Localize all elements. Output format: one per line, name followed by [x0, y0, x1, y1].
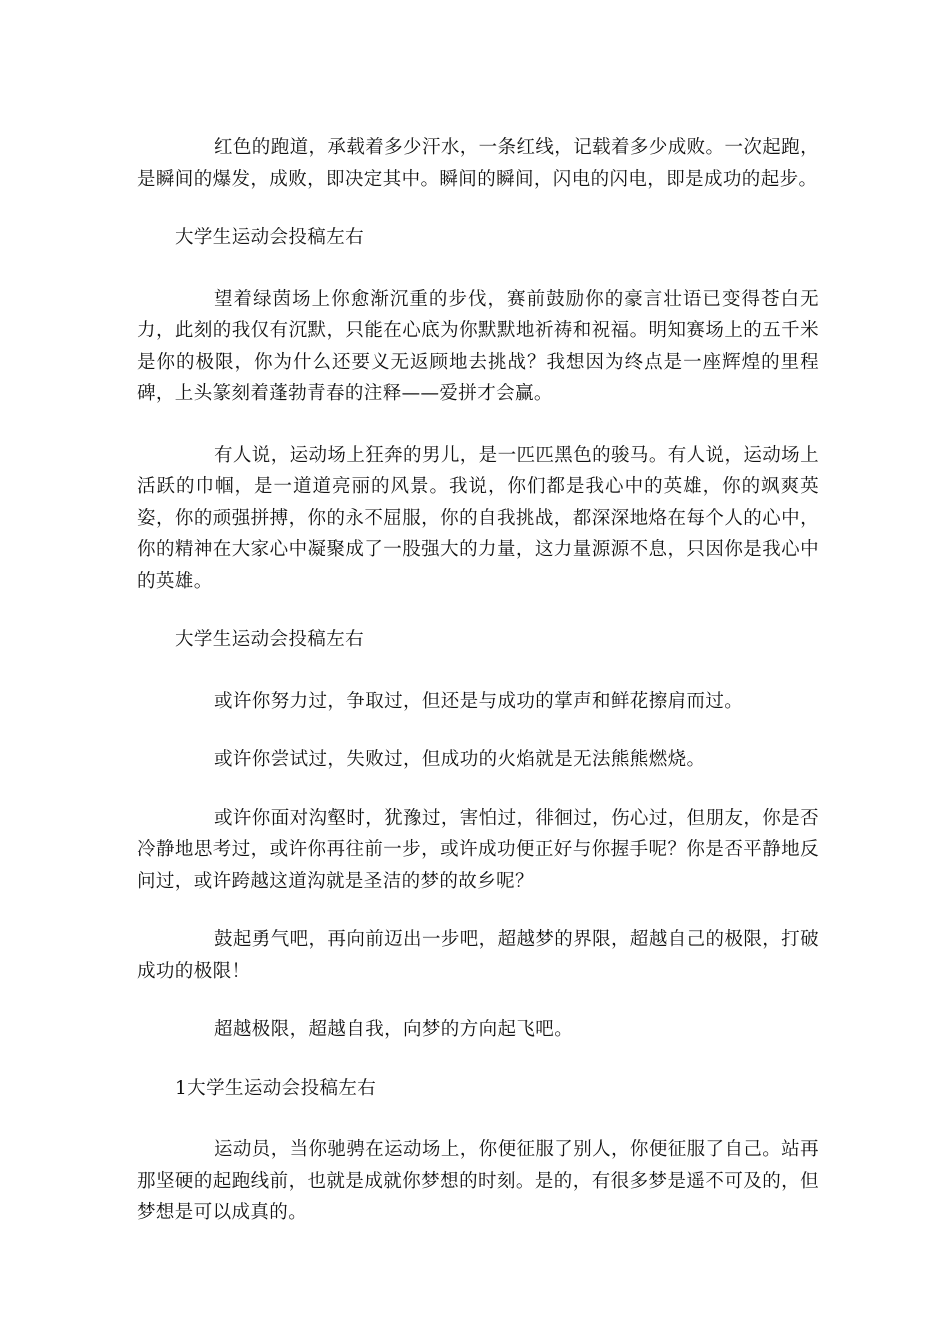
paragraph-courage: 鼓起勇气吧，再向前迈出一步吧，超越梦的界限，超越自己的极限，打破成功的极限！ [137, 929, 819, 982]
paragraph-heroes: 有人说，运动场上狂奔的男儿，是一匹匹黑色的骏马。有人说，运动场上活跃的巾帼，是一道道亮丽的风景。我说，你们都是我心中的英雄，你的飒爽英姿，你的顽强拼搏，你的永不屈服，你的自我挑战，都深深地烙在每个人的心中，你的精神在大家心中凝聚成了一股强大的力量，这力量源源不息，只因你是我心中的英雄。 [137, 444, 819, 592]
paragraph-tried-failed: 或许你尝试过，失败过，但成功的火焰就是无法熊熊燃烧。 [214, 749, 706, 770]
paragraph-green-field: 望着绿茵场上你愈渐沉重的步伐，赛前鼓励你的豪言壮语已变得苍白无力，此刻的我仅有沉默，只能在心底为你默默地祈祷和祝福。明知赛场上的五千米是你的极限，你为什么还要义无返顾地去挑战？我想因为终点是一座辉煌的里程碑，上头篆刻着蓬勃青春的注释——爱拼才会赢。 [137, 288, 819, 404]
paragraph-beyond-limits: 超越极限，超越自我，向梦的方向起飞吧。 [214, 1019, 574, 1040]
document-body [137, 132, 819, 1229]
paragraph-running-track: 红色的跑道，承载着多少汗水，一条红线，记载着多少成败。一次起跑，是瞬间的爆发，成败，即决定其中。瞬间的瞬间，闪电的闪电，即是成功的起步。 [137, 137, 819, 190]
paragraph-athlete: 运动员，当你驰骋在运动场上，你便征服了别人，你便征服了自己。站再那坚硬的起跑线前，也就是成就你梦想的时刻。是的，有很多梦是遥不可及的，但梦想是可以成真的。 [137, 1139, 819, 1223]
section-heading-3: 1大学生运动会投稿左右 [175, 1077, 377, 1099]
paragraph-ravine: 或许你面对沟壑时，犹豫过，害怕过，徘徊过，伤心过，但朋友，你是否冷静地思考过，或许你再往前一步，或许成功便正好与你握手呢？你是否平静地反问过，或许跨越这道沟就是圣洁的梦的故乡呢？ [137, 807, 819, 892]
section-heading-1: 大学生运动会投稿左右 [175, 227, 365, 248]
paragraph-tried-hard: 或许你努力过，争取过，但还是与成功的掌声和鲜花擦肩而过。 [214, 690, 744, 712]
section-heading-2: 大学生运动会投稿左右 [175, 629, 365, 650]
